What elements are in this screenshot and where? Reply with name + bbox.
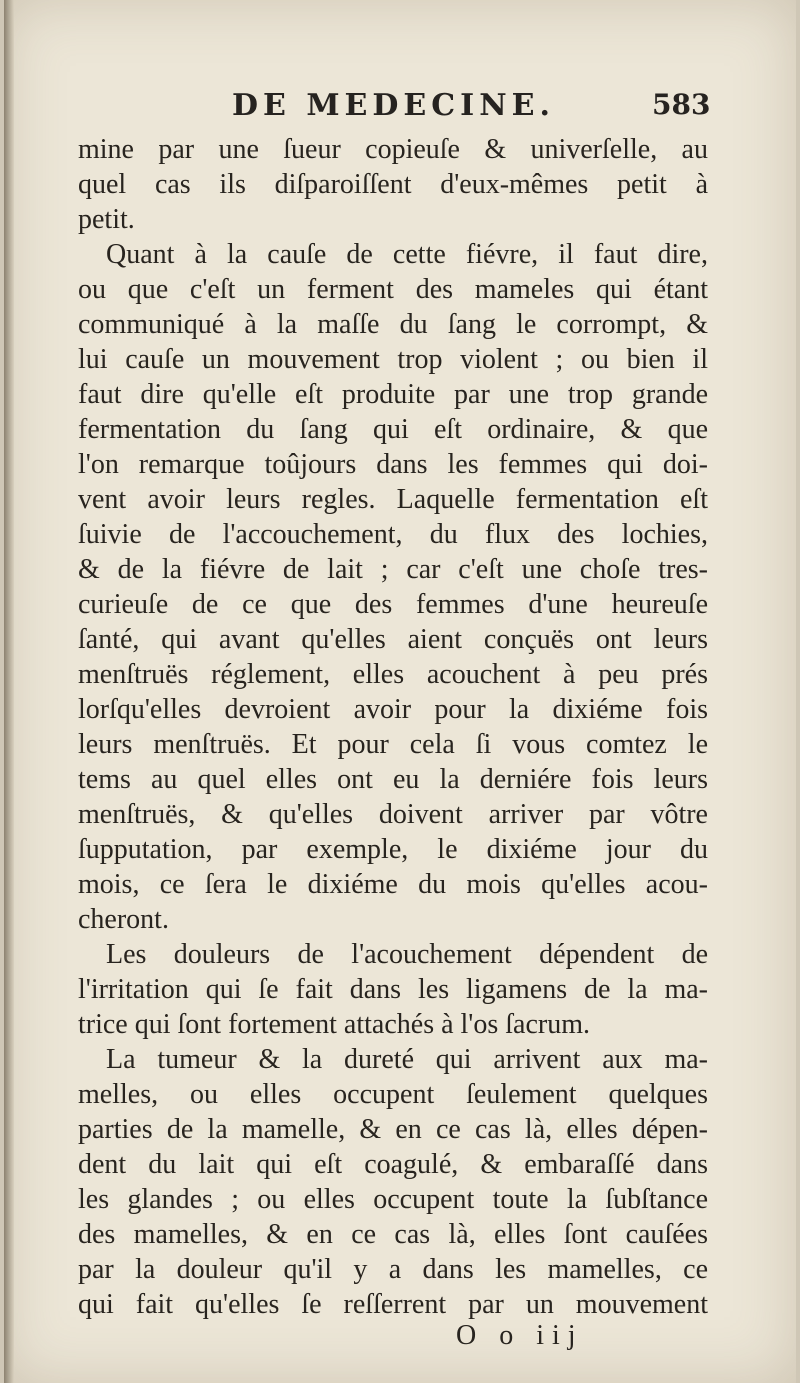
page-number: 583 [652, 88, 711, 121]
text-line: par la douleur qu'il y a dans les mamelles, ce [78, 1254, 708, 1285]
text-line: & de la fiévre de lait ; car c'eſt une choſe tres- [78, 554, 708, 585]
paragraph-first-line: Quant à la cauſe de cette fiévre, il faut dire, [106, 239, 708, 270]
text-line: cheront. [78, 904, 169, 935]
text-line: lui cauſe un mouvement trop violent ; ou bien il [78, 344, 708, 375]
running-head-title: DE MEDECINE. [232, 88, 555, 123]
text-line: menſtruës réglement, elles acouchent à peu prés [78, 659, 708, 690]
text-line: ſupputation, par exemple, le dixiéme jour du [78, 834, 708, 865]
text-line: lorſqu'elles devroient avoir pour la dixiéme fois [78, 694, 708, 725]
text-line: l'irritation qui ſe fait dans les ligamens de la ma- [78, 974, 708, 1005]
page-gutter-shadow [4, 0, 14, 1383]
text-line: qui fait qu'elles ſe reſſerrent par un mouvement [78, 1289, 708, 1320]
text-line: des mamelles, & en ce cas là, elles ſont cauſées [78, 1219, 708, 1250]
text-line: leurs menſtruës. Et pour cela ſi vous comtez le [78, 729, 708, 760]
text-line: petit. [78, 204, 135, 235]
text-line: ſanté, qui avant qu'elles aient conçuës ont leurs [78, 624, 708, 655]
text-line: melles, ou elles occupent ſeulement quelques [78, 1079, 708, 1110]
text-line: tems au quel elles ont eu la derniére fois leurs [78, 764, 708, 795]
text-line: vent avoir leurs regles. Laquelle fermentation eſt [78, 484, 708, 515]
text-line: ſuivie de l'accouchement, du flux des lochies, [78, 519, 708, 550]
text-line: faut dire qu'elle eſt produite par une trop grande [78, 379, 708, 410]
paragraph-first-line: Les douleurs de l'acouchement dépendent de [106, 939, 708, 970]
running-head [4, 88, 796, 128]
text-line: fermentation du ſang qui eſt ordinaire, & que [78, 414, 708, 445]
text-line: curieuſe de ce que des femmes d'une heureuſe [78, 589, 708, 620]
text-line: mois, ce ſera le dixiéme du mois qu'elles acou- [78, 869, 708, 900]
text-line: quel cas ils diſparoiſſent d'eux-mêmes petit à [78, 169, 708, 200]
text-line: ou que c'eſt un ferment des mameles qui étant [78, 274, 708, 305]
text-line: trice qui ſont fortement attachés à l'os ſacrum. [78, 1009, 590, 1040]
text-line: l'on remarque toûjours dans les femmes qui doi- [78, 449, 708, 480]
text-line: dent du lait qui eſt coagulé, & embaraſſé dans [78, 1149, 708, 1180]
text-line: parties de la mamelle, & en ce cas là, elles dépen- [78, 1114, 708, 1145]
text-line: mine par une ſueur copieuſe & univerſelle, au [78, 134, 708, 165]
book-page [4, 0, 796, 1383]
paragraph-first-line: La tumeur & la dureté qui arrivent aux ma- [106, 1044, 708, 1075]
text-line: les glandes ; ou elles occupent toute la ſubſtance [78, 1184, 708, 1215]
body-text [78, 132, 708, 1322]
text-line: communiqué à la maſſe du ſang le corrompt, & [78, 309, 708, 340]
text-line: menſtruës, & qu'elles doivent arriver par vôtre [78, 799, 708, 830]
signature-mark: O o iij [456, 1320, 584, 1351]
